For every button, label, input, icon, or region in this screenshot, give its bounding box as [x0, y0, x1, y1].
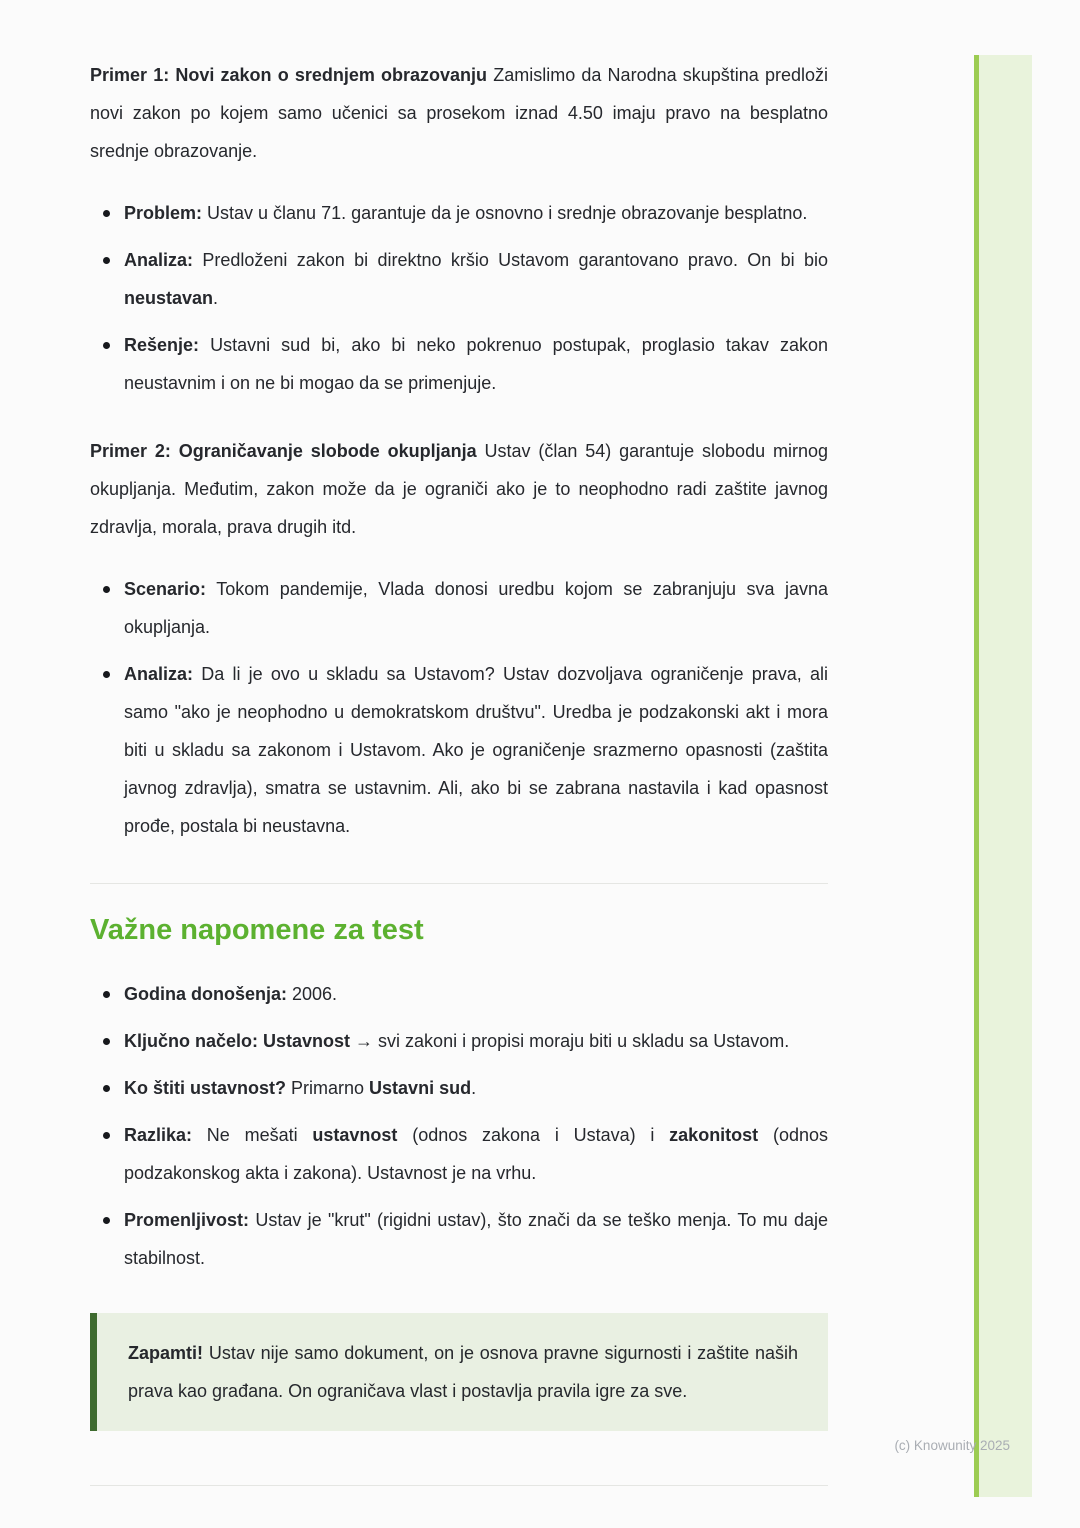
example2-title: Primer 2: Ograničavanje slobode okupljanja: [90, 441, 477, 461]
notes-document-content: [90, 56, 828, 1486]
example2-bullet-list: [90, 570, 828, 845]
callout-lead: Zapamti!: [128, 1343, 204, 1363]
bullet-text: Ustav je "krut" (rigidni ustav), što znači da se teško menja. To mu daje stabilnost.: [124, 1210, 828, 1268]
bullet-lead: Rešenje:: [124, 335, 200, 355]
bullet-lead: Promenljivost:: [124, 1210, 250, 1230]
bullet-text: Da li je ovo u skladu sa Ustavom? Ustav dozvoljava ograničenje prava, ali samo "ako je neophodno u demokratskom društvu". Uredba je podzakonski akt i mora biti u skladu sa zakonom i Ustavom. Ako je ograničenje srazmerno opasnosti (zaštita javnog zdravlja), smatra se ustavnim. Ali, ako bi se zabrana nastavila i kad opasnost prođe, postala bi neustavna.: [124, 664, 828, 836]
list-item: [90, 975, 828, 1013]
callout-text: Ustav nije samo dokument, on je osnova pravne sigurnosti i zaštite naših prava kao građana. On ograničava vlast i postavlja pravila igre za sve.: [128, 1343, 798, 1401]
list-item: [90, 194, 828, 232]
list-item: [90, 655, 828, 845]
bullet-lead: Problem:: [124, 203, 203, 223]
bullet-text: (odnos zakona i Ustava) i: [397, 1125, 670, 1145]
bullet-emphasis: zakonitost: [669, 1125, 759, 1145]
example1-title: Primer 1: Novi zakon o srednjem obrazovanju: [90, 65, 488, 85]
list-item: [90, 241, 828, 317]
list-item: [90, 1201, 828, 1277]
bullet-lead: Ključno načelo: Ustavnost: [124, 1031, 351, 1051]
bullet-text: Primarno: [286, 1078, 370, 1098]
bullet-emphasis: Ustavni sud: [369, 1078, 472, 1098]
list-item: [90, 326, 828, 402]
bullet-text: Tokom pandemije, Vlada donosi uredbu kojom se zabranjuju sva javna okupljanja.: [124, 579, 828, 637]
list-item: [90, 1022, 828, 1060]
bullet-emphasis: ustavnost: [312, 1125, 398, 1145]
important-notes-list: [90, 975, 828, 1277]
bullet-text: → svi zakoni i propisi moraju biti u skladu sa Ustavom.: [350, 1031, 790, 1051]
bullet-text: Ne mešati: [192, 1125, 313, 1145]
bullet-lead: Razlika:: [124, 1125, 193, 1145]
bullet-text: 2006.: [287, 984, 338, 1004]
bullet-text: .: [471, 1078, 477, 1098]
page-edge-strip: [978, 55, 1032, 1497]
list-item: [90, 1116, 828, 1192]
example1-text: Zamislimo da Narodna skupština predloži novi zakon po kojem samo učenici sa prosekom iznad 4.50 imaju pravo na besplatno srednje obrazovanje.: [90, 65, 829, 161]
section-divider: [90, 883, 828, 884]
list-item: [90, 1069, 828, 1107]
footer-credit: (c) Knowunity 2025: [894, 1438, 1010, 1453]
bullet-text: .: [213, 288, 219, 308]
bullet-text: Ustavni sud bi, ako bi neko pokrenuo postupak, proglasio takav zakon neustavnim i on ne bi mogao da se primenjuje.: [124, 335, 828, 393]
bullet-lead: Analiza:: [124, 664, 194, 684]
notes-section-heading: Važne napomene za test: [90, 914, 424, 946]
reminder-callout: [90, 1313, 828, 1431]
bullet-text: Ustav u članu 71. garantuje da je osnovno i srednje obrazovanje besplatno.: [202, 203, 808, 223]
example2-text: Ustav (član 54) garantuje slobodu mirnog okupljanja. Međutim, zakon može da je ograniči ako je to neophodno radi zaštite javnog zdravlja, morala, prava drugih itd.: [90, 441, 828, 537]
bullet-text: Predloženi zakon bi direktno kršio Ustavom garantovano pravo. On bi bio: [193, 250, 828, 270]
example1-paragraph: [90, 56, 828, 170]
bullet-lead: Ko štiti ustavnost?: [124, 1078, 287, 1098]
example1-bullet-list: [90, 194, 828, 402]
bullet-lead: Scenario:: [124, 579, 207, 599]
bullet-lead: Analiza:: [124, 250, 194, 270]
example2-paragraph: [90, 432, 828, 546]
bullet-lead: Godina donošenja:: [124, 984, 288, 1004]
page-edge-accent-line: [974, 55, 979, 1497]
bullet-text: (odnos podzakonskog akta i zakona). Ustavnost je na vrhu.: [124, 1125, 828, 1183]
bottom-divider: [90, 1485, 828, 1486]
list-item: [90, 570, 828, 646]
bullet-emphasis: neustavan: [124, 288, 214, 308]
